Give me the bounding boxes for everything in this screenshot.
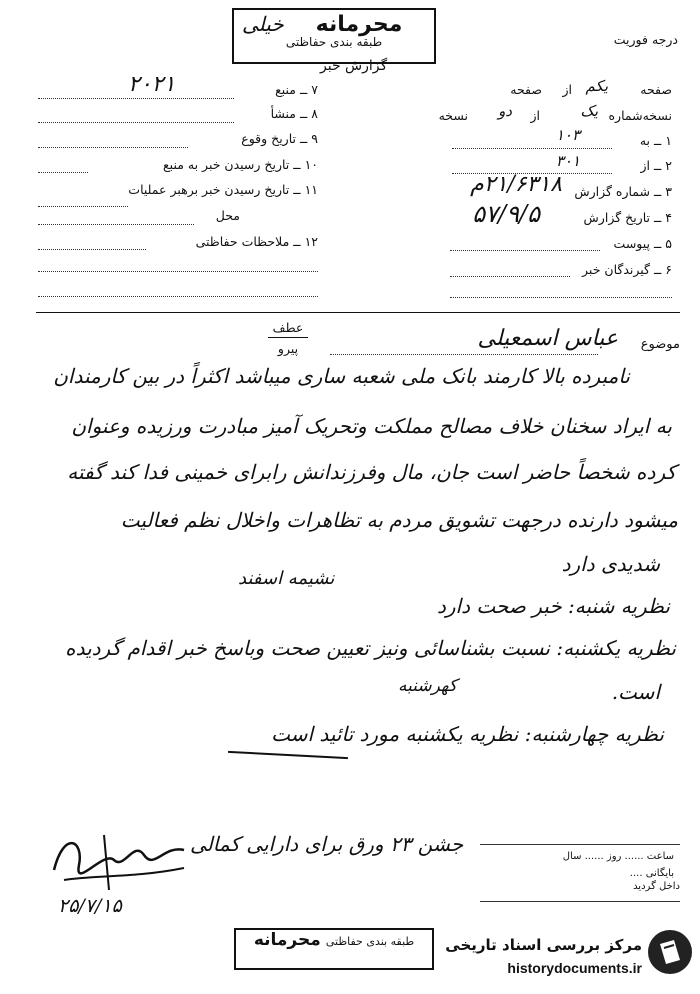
note-sunday-end: است. [611, 680, 660, 704]
field-source-line [38, 98, 234, 99]
field-ops-received-label: ۱۱ ــ تاریخ رسیدن خبر برهبر عملیات [128, 182, 318, 197]
field-origin-line [38, 122, 234, 123]
note-saturday: نظریه شنبه: خبر صحت دارد [436, 594, 670, 618]
body-line: شدیدی دارد [561, 552, 660, 576]
body-line: کرده شخصاً حاضر است جان، مال وفرزندانش رابرای خمینی فدا کند گفته [67, 460, 676, 484]
watermark-url: historydocuments.ir [507, 960, 642, 976]
watermark-title: مرکز بررسی اسناد تاریخی [445, 936, 642, 954]
field-copy-mid: از [530, 108, 540, 123]
field-place-label: محل [215, 208, 240, 223]
field-page-label: صفحه [640, 82, 672, 97]
classification-stamp [232, 8, 436, 64]
report-type: گزارش خبر [320, 58, 388, 74]
body-line: میشود دارنده درجهت تشویق مردم به تظاهرات واخلال نظم فعالیت [120, 508, 678, 532]
signature-scribble [44, 820, 194, 904]
note-underline-stroke [228, 751, 348, 759]
note-wednesday: نظریه چهارشنبه: نظریه یکشنبه مورد تائید است [271, 722, 664, 746]
footer-stamp [234, 928, 434, 970]
field-right-extra-line [450, 297, 672, 298]
field-occurrence-label: ۹ ــ تاریخ وقوع [241, 131, 318, 146]
subject-label: موضوع [640, 337, 680, 352]
field-from-value: ۳۰۱ [555, 152, 580, 170]
field-page-value: یکم [585, 77, 608, 95]
archive-logo-icon [648, 930, 692, 974]
field-security-notes-label: ۱۲ ــ ملاحظات حفاظتی [195, 234, 318, 249]
field-to-label: ۱ ــ به [639, 133, 672, 148]
field-source-received-label: ۱۰ ــ تاریخ رسیدن خبر به منبع [163, 157, 318, 172]
urgency-label: درجه فوریت [613, 32, 678, 47]
field-from-label: ۲ ــ از [640, 158, 672, 173]
field-place-line [38, 224, 194, 225]
field-copy-value2: دو [498, 102, 512, 120]
received-box [480, 844, 680, 902]
bottom-handwriting: جشن ۲۳ ورق برای دارایی کمالی [190, 832, 464, 856]
classification-text: محرمانه [315, 12, 403, 37]
atf-label: عطف [272, 320, 304, 335]
subject-value: عباس اسمعیلی [477, 326, 618, 351]
received-line-2: بایگانی .... [629, 868, 674, 879]
field-number-value: ۲۱/۶۳۱۸م [470, 172, 562, 197]
bottom-number: ۲۵/۷/۱۵ [58, 895, 122, 917]
field-left-extra-line-1 [38, 271, 318, 272]
field-attachment-label: ۵ ــ پیوست [613, 236, 672, 251]
peyro-label: پیرو [277, 341, 299, 356]
field-to-value: ۱۰۳ [555, 126, 580, 144]
field-copy-suffix: نسخه [438, 108, 468, 123]
field-ops-line-1 [38, 206, 128, 207]
body-line: نامبرده بالا کارمند بانک ملی شعبه ساری میباشد اکثراً در بین کارمندان [53, 364, 630, 388]
field-number-label: ۳ ــ شماره گزارش [574, 184, 672, 199]
footer-stamp-text: محرمانه [253, 930, 321, 950]
note-sunday: نظریه یکشنبه: نسبت بشناسائی ونیز تعیین صحت وباسخ خبر اقدام گردیده [65, 636, 676, 660]
field-date-label: ۴ ــ تاریخ گزارش [583, 210, 672, 225]
field-security-notes-line [38, 249, 146, 250]
field-source-received-line [38, 172, 88, 173]
stamp-handwritten: خیلی [242, 12, 284, 36]
field-attachment-line [450, 250, 600, 251]
received-line-1: ساعت ...... روز ...... سال [562, 851, 674, 862]
field-recipients-label: ۶ ــ گیرندگان خبر [582, 262, 672, 277]
field-copy-label: نسخه‌شماره [608, 108, 672, 123]
classification-sub: طبقه بندی حفاظتی [285, 35, 383, 49]
field-source-label: ۷ ــ منبع [275, 82, 318, 97]
field-left-extra-line-2 [38, 296, 318, 297]
field-date-value: ۵۷/۹/۵ [472, 200, 540, 228]
field-occurrence-line [38, 147, 188, 148]
section-divider [36, 312, 680, 313]
field-copy-value: یک [580, 102, 598, 120]
subject-line [330, 354, 598, 355]
atf-divider [268, 337, 308, 338]
received-line-3: داخل گردید [633, 881, 680, 892]
field-source-value: ۲۰۲۱ [128, 72, 176, 97]
field-page-mid: از [562, 82, 572, 97]
footer-stamp-sub: طبقه بندی حفاظتی [325, 935, 415, 948]
field-to-line [452, 148, 612, 149]
field-page-suffix: صفحه [510, 82, 542, 97]
note-signature: کهرشنبه [398, 676, 457, 696]
body-line: به ایراد سخنان خلاف مصالح مملکت وتحریک آمیز مبادرت ورزیده وعنوان [71, 414, 672, 438]
field-recipients-line [450, 276, 570, 277]
body-signature: نشیمه اسفند [238, 568, 335, 589]
field-origin-label: ۸ ــ منشأ [270, 106, 318, 121]
